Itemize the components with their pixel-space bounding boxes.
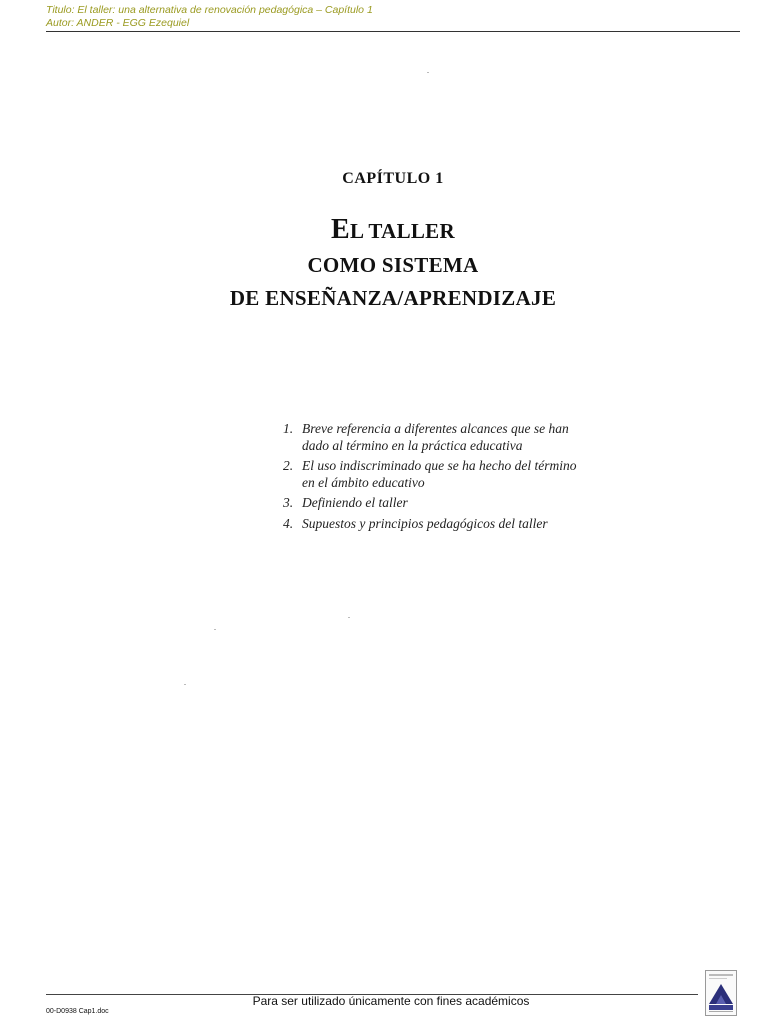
chapter-title-rest: L TALLER — [350, 219, 455, 243]
chapter-title-line-1 — [0, 214, 768, 246]
contents-item — [283, 516, 583, 533]
header-title-line: Titulo: El taller: una alternativa de renovación pedagógica – Capítulo 1 — [46, 4, 373, 16]
contents-item-text: Breve referencia a diferentes alcances que se han dado al término en la práctica educativa — [302, 421, 569, 453]
contents-item-number: 1. — [283, 421, 294, 436]
chapter-contents-list — [283, 421, 583, 536]
publisher-logo-graphic — [706, 971, 736, 1015]
contents-item-number: 3. — [283, 495, 294, 510]
contents-item-number: 4. — [283, 515, 294, 531]
footer-notice: Para ser utilizado únicamente con fines académicos — [252, 994, 530, 1008]
contents-item — [283, 421, 583, 454]
contents-item-number: 2. — [283, 458, 294, 473]
publisher-logo-icon — [705, 970, 737, 1016]
contents-item — [283, 458, 583, 491]
chapter-title-initial: E — [331, 214, 351, 245]
contents-item-text: Definiendo el taller — [302, 495, 408, 510]
contents-item-text: Supuestos y principios pedagógicos del taller — [302, 515, 548, 531]
header-author-line: Autor: ANDER - EGG Ezequiel — [46, 17, 190, 29]
footer-file-name: 00-D0938 Cap1.doc — [46, 1008, 109, 1015]
chapter-title-line-2: COMO SISTEMA — [307, 253, 479, 277]
contents-item — [283, 495, 583, 512]
chapter-title-line-3: DE ENSEÑANZA/APRENDIZAJE — [229, 286, 557, 310]
chapter-label: CAPÍTULO 1 — [342, 170, 444, 187]
document-header — [46, 4, 740, 32]
contents-item-text: El uso indiscriminado que se ha hecho del término en el ámbito educativo — [302, 458, 577, 490]
